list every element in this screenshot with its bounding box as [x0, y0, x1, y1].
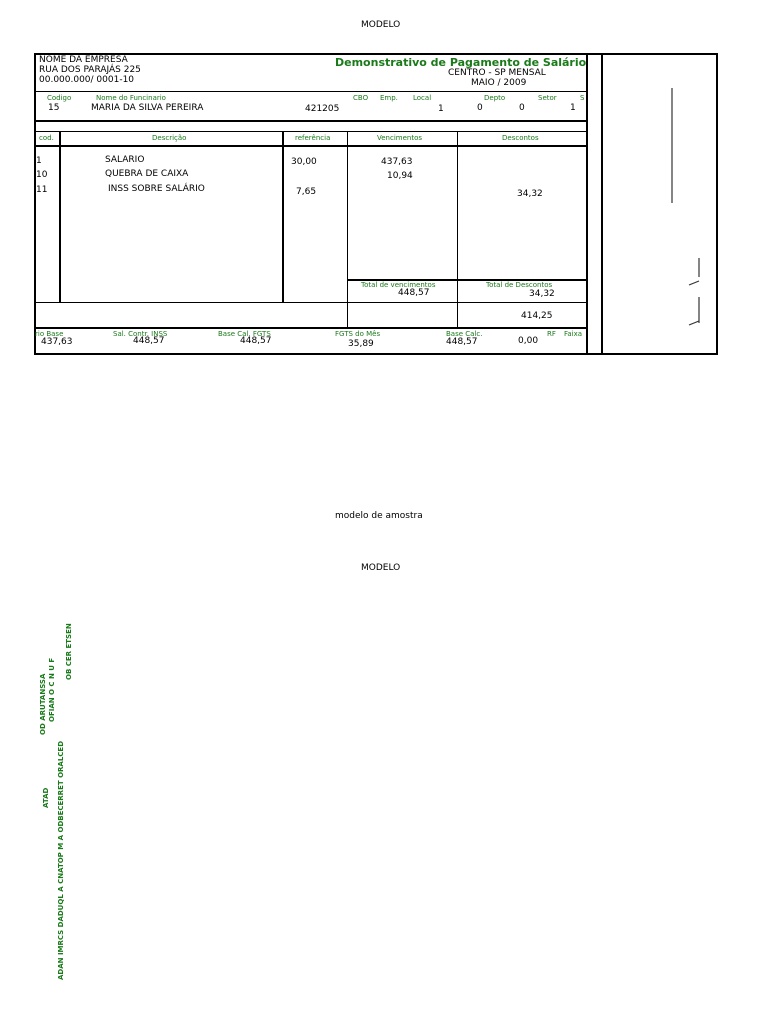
footer-label-salario-base: rio Base	[35, 330, 64, 338]
label-nome: Nome do Funcinario	[96, 94, 166, 102]
header-descontos: Descontos	[502, 134, 539, 142]
employee-depto: 0	[477, 103, 483, 113]
footer-label-base-calc: Base Calc.	[446, 330, 483, 338]
vertical-text-4: OFIAN O C N U F	[48, 657, 56, 722]
label-codigo: Codigo	[47, 94, 72, 102]
company-name: NOME DA EMPRESA	[39, 55, 128, 65]
label-s: S	[580, 94, 585, 102]
row-referencia: 30,00	[291, 157, 317, 167]
footer-rf: 0,00	[518, 336, 539, 346]
footer-sal-contr-inss: 448,57	[133, 336, 165, 346]
stub-signature-marks	[664, 85, 704, 330]
col-divider-referencia	[347, 131, 348, 327]
vertical-text-1: ADAN IMRCS DADUQL A CNATOP M A ODBECERRET ORALCED	[57, 740, 65, 980]
row-descontos: 34,32	[517, 189, 543, 199]
border-left	[34, 53, 36, 355]
row-cod: 10	[36, 170, 48, 180]
col-divider-descricao	[282, 131, 284, 303]
total-descontos-value: 34,32	[529, 289, 555, 299]
header-referencia: referência	[295, 134, 331, 142]
vertical-text-3: OD ARUTANSSA	[39, 673, 47, 735]
rule-employee	[34, 120, 588, 122]
footer-label-fgts-mes: FGTS do Mês	[335, 330, 381, 338]
border-right	[716, 53, 718, 355]
footer-base-calc: 448,57	[446, 337, 478, 347]
net-value: 414,25	[521, 311, 553, 321]
rule-table-bottom	[34, 302, 588, 303]
row-descricao: INSS SOBRE SALÁRIO	[108, 184, 205, 194]
border-bottom	[34, 353, 718, 355]
employee-s: 1	[570, 103, 576, 113]
rule-table-top	[34, 131, 588, 132]
row-cod: 11	[36, 185, 48, 195]
label-depto: Depto	[484, 94, 506, 102]
location: CENTRO - SP MENSAL	[448, 68, 546, 78]
row-vencimentos: 437,63	[381, 157, 413, 167]
border-top	[34, 53, 718, 55]
header-cod: cod.	[39, 134, 54, 142]
divider-stub-1	[586, 53, 588, 355]
vertical-text-5: OB CER ETSEN	[65, 623, 73, 680]
label-setor: Setor	[538, 94, 557, 102]
label-cbo: CBO	[353, 94, 369, 102]
employee-nome: MARIA DA SILVA PEREIRA	[91, 103, 204, 113]
row-referencia: 7,65	[296, 187, 317, 197]
col-divider-vencimentos	[457, 131, 458, 327]
company-cnpj: 00.000.000/ 0001-10	[39, 75, 135, 85]
row-descricao: SALARIO	[105, 155, 145, 165]
row-vencimentos: 10,94	[387, 171, 413, 181]
document-title: Demonstrativo de Pagamento de Salário	[335, 56, 587, 69]
bottom-caption: MODELO	[361, 563, 401, 573]
company-address: RUA DOS PARAJÁS 225	[39, 65, 141, 75]
employee-local: 1	[438, 104, 444, 114]
total-vencimentos-label: Total de vencimentos	[361, 281, 436, 289]
rule-header	[34, 91, 588, 92]
footer-label-faixa: Faixa	[564, 330, 583, 338]
employee-cbo: 421205	[305, 104, 340, 114]
row-cod: 1	[36, 156, 42, 166]
middle-caption: modelo de amostra	[335, 511, 423, 521]
vertical-text-2: ATAD	[42, 787, 50, 808]
header-descricao: Descrição	[152, 134, 187, 142]
employee-codigo: 15	[48, 103, 60, 113]
top-caption: MODELO	[361, 20, 401, 30]
stub-line-d	[689, 321, 699, 325]
rule-footer	[34, 327, 588, 329]
stub-line-b	[689, 281, 699, 285]
label-local: Local	[413, 94, 432, 102]
employee-setor: 0	[519, 103, 525, 113]
footer-label-base-cal-fgts: Base Cal. FGTS	[218, 330, 271, 338]
total-vencimentos-value: 448,57	[398, 288, 430, 298]
rule-table-header	[34, 145, 588, 147]
header-vencimentos: Vencimentos	[377, 134, 423, 142]
footer-label-rf: RF	[547, 330, 556, 338]
period: MAIO / 2009	[471, 78, 527, 88]
footer-label-sal-contr-inss: Sal. Contr. INSS	[113, 330, 168, 338]
footer-salario-base: 437,63	[41, 337, 73, 347]
label-emp: Emp.	[380, 94, 398, 102]
footer-fgts-mes: 35,89	[348, 339, 374, 349]
total-descontos-label: Total de Descontos	[486, 281, 553, 289]
divider-stub-2	[601, 53, 603, 355]
col-divider-cod	[59, 131, 61, 303]
row-descricao: QUEBRA DE CAIXA	[105, 169, 189, 179]
footer-base-cal-fgts: 448,57	[240, 336, 272, 346]
